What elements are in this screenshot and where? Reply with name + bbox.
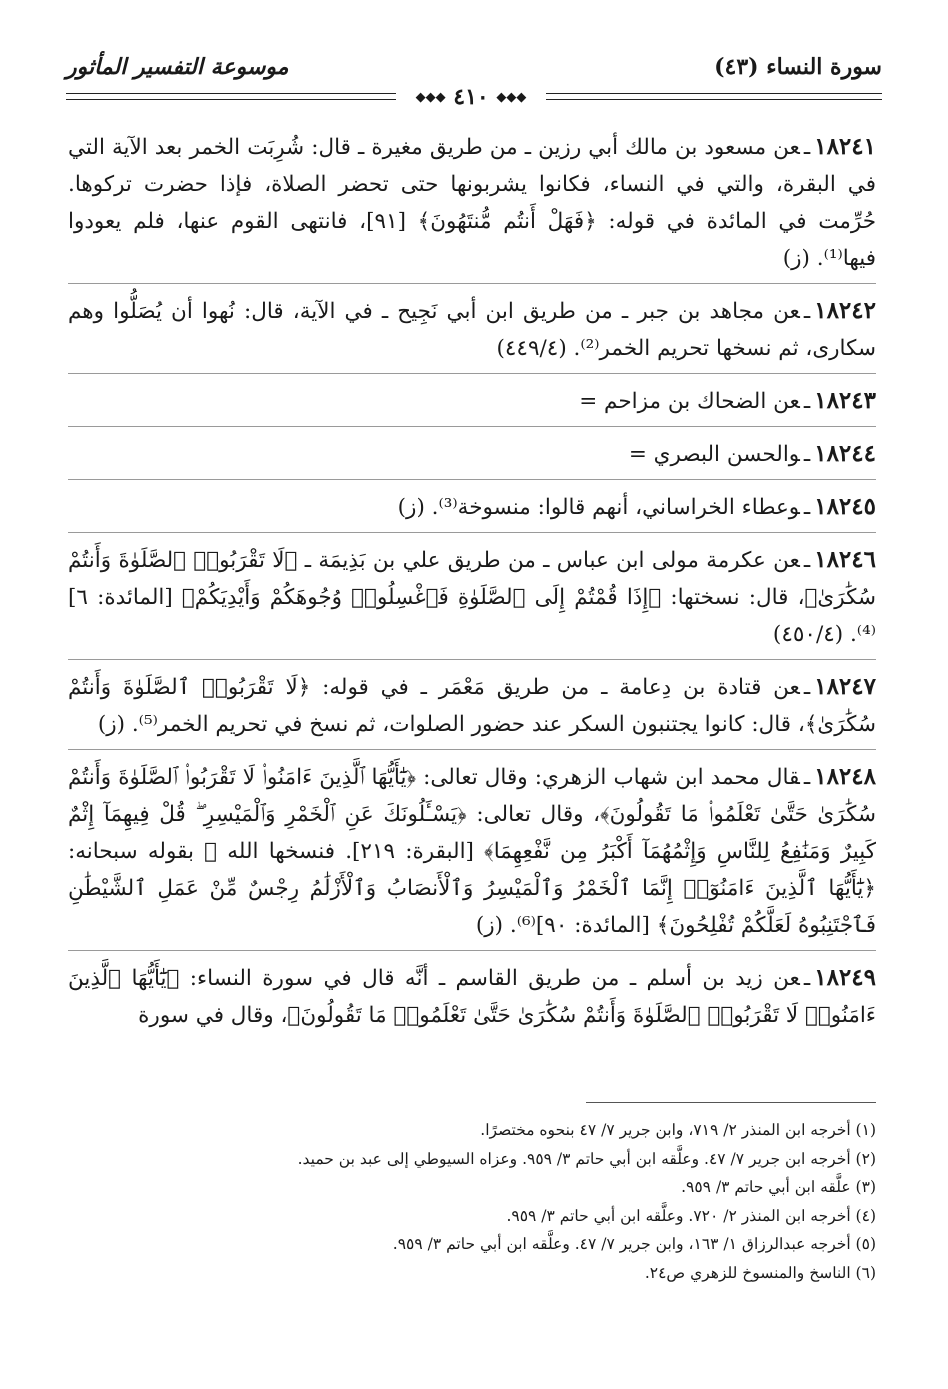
narration-entry bbox=[68, 758, 876, 951]
running-head-book-title: موسوعة التفسير المأثور bbox=[66, 54, 289, 80]
footnote-separator bbox=[586, 1102, 876, 1103]
narration-entry bbox=[68, 488, 876, 533]
entry-text: والحسن البصري = bbox=[628, 442, 800, 467]
narration-entry bbox=[68, 668, 876, 750]
entry-number: ١٨٢٤٥ bbox=[814, 493, 876, 520]
entries-list bbox=[68, 128, 876, 1048]
entry-text: قال محمد ابن شهاب الزهري: وقال تعالى: ﴿يَٰٓأَيُّهَا ٱلَّذِينَ ءَامَنُوا۟ لَا تَقْرَبُوا۟ ٱلصَّلَوٰةَ وَأَنتُمْ سُكَٰرَىٰ حَتَّىٰ تَعْلَمُوا۟ مَا تَقُولُونَ﴾، وقال تعالى: ﴿يَسْـَٔلُونَكَ عَنِ ٱلْخَمْرِ وَٱلْمَيْسِرِ ۖ قُلْ فِيهِمَآ إِثْمٌ كَبِيرٌ وَمَنَٰفِعُ لِلنَّاسِ وَإِثْمُهُمَآ أَكْبَرُ مِن نَّفْعِهِمَا﴾ [البقرة: ٢١٩]. فنسخها الله ﷻ بقوله سبحانه: ﴿يَٰٓأَيُّهَا ٱلَّذِينَ ءَامَنُوٓا۟ إِنَّمَا ٱلْخَمْرُ وَٱلْمَيْسِرُ وَٱلْأَنصَابُ وَٱلْأَزْلَٰمُ رِجْسٌ مِّنْ عَمَلِ ٱلشَّيْطَٰنِ فَٱجْتَنِبُوهُ لَعَلَّكُمْ تُفْلِحُونَ﴾ [المائدة: ٩٠]⁽⁶⁾. (ز) bbox=[68, 765, 876, 938]
narration-entry bbox=[68, 541, 876, 660]
footnote: (١) أخرجه ابن المنذر ٢/ ٧١٩، وابن جرير ٧/ ٤٧ بنحوه مختصرًا. bbox=[480, 1121, 876, 1139]
entry-text: وعطاء الخراساني، أنهم قالوا: منسوخة⁽³⁾. (ز) bbox=[397, 495, 800, 520]
entry-text: عن الضحاك بن مزاحم = bbox=[579, 389, 800, 414]
verse-number: (٤٣) bbox=[714, 54, 759, 80]
footnotes-list bbox=[70, 1116, 876, 1287]
narration-entry bbox=[68, 128, 876, 284]
entry-dash: ـ bbox=[803, 675, 811, 700]
entry-dash: ـ bbox=[803, 548, 811, 573]
running-head-surah bbox=[714, 54, 882, 80]
entry-text: عن عكرمة مولى ابن عباس ـ من طريق علي بن بَذِيمَة ـ ﴿لَا تَقْرَبُوا۟ ٱلصَّلَوٰةَ وَأَنتُمْ سُكَٰرَىٰ﴾، قال: نسختها: ﴿إِذَا قُمْتُمْ إِلَى ٱلصَّلَوٰةِ فَٱغْسِلُوا۟ وُجُوهَكُمْ وَأَيْدِيَكُمْ﴾ [المائدة: ٦]⁽⁴⁾. (٤٥٠/٤) bbox=[68, 548, 876, 647]
ornament-right-icon: ◆◆◆ bbox=[415, 90, 446, 105]
entry-text: عن قتادة بن دِعامة ـ من طريق مَعْمَر ـ في قوله: ﴿لَا تَقْرَبُوا۟ ٱلصَّلَوٰةَ وَأَنتُمْ سُكَٰرَىٰ﴾، قال: كانوا يجتنبون السكر عند حضور الصلوات، ثم نسخ في تحريم الخمر⁽⁵⁾. (ز) bbox=[68, 675, 876, 737]
narration-entry bbox=[68, 382, 876, 427]
narration-entry bbox=[68, 292, 876, 374]
entry-text: عن زيد بن أسلم ـ من طريق القاسم ـ أنَّه قال في سورة النساء: ﴿يَٰٓأَيُّهَا ٱلَّذِينَ ءَامَنُوا۟ لَا تَقْرَبُوا۟ ٱلصَّلَوٰةَ وَأَنتُمْ سُكَٰرَىٰ حَتَّىٰ تَعْلَمُوا۟ مَا تَقُولُونَ﴾، وقال في سورة bbox=[68, 966, 876, 1028]
entry-text: عن مسعود بن مالك أبي رزين ـ من طريق مغيرة ـ قال: شُرِبَت الخمر بعد الآية التي في البقرة، والتي في النساء، فكانوا يشربونها حتى تحضر الصلاة، فإذا حضرت تركوها. حُرِّمت في المائدة في قوله: ﴿فَهَلْ أَنتُم مُّنتَهُونَ﴾ [٩١]، فانتهى القوم عنها، فلم يعودوا فيها⁽¹⁾. (ز) bbox=[68, 135, 876, 271]
page-number-box bbox=[396, 82, 546, 112]
footnote: (٦) الناسخ والمنسوخ للزهري ص٢٤. bbox=[644, 1263, 876, 1282]
narration-entry bbox=[68, 435, 876, 480]
entry-number: ١٨٢٤٢ bbox=[814, 297, 876, 324]
footnote: (٢) أخرجه ابن جرير ٧/ ٤٧. وعلَّقه ابن أبي حاتم ٣/ ٩٥٩. وعزاه السيوطي إلى عبد بن حميد. bbox=[297, 1149, 876, 1168]
entry-dash: ـ bbox=[803, 442, 811, 467]
entry-dash: ـ bbox=[803, 389, 811, 414]
entry-number: ١٨٢٤٦ bbox=[814, 546, 876, 573]
entry-number: ١٨٢٤٧ bbox=[814, 673, 876, 700]
entry-text: عن مجاهد بن جبر ـ من طريق ابن أبي نَجِيح ـ في الآية، قال: نُهوا أن يُصَلُّوا وهم سكارى، ثم نسخها تحريم الخمر⁽²⁾. (٤٤٩/٤) bbox=[68, 299, 876, 361]
entry-number: ١٨٢٤٩ bbox=[814, 964, 876, 991]
entry-dash: ـ bbox=[803, 299, 811, 324]
entry-number: ١٨٢٤٤ bbox=[814, 440, 876, 467]
footnote: (٥) أخرجه عبدالرزاق ١/ ١٦٣، وابن جرير ٧/ ٤٧. وعلَّقه ابن أبي حاتم ٣/ ٩٥٩. bbox=[392, 1235, 876, 1253]
footnote: (٣) علَّقه ابن أبي حاتم ٣/ ٩٥٩. bbox=[681, 1178, 876, 1196]
entry-number: ١٨٢٤٨ bbox=[814, 763, 876, 790]
entry-dash: ـ bbox=[803, 765, 811, 790]
ornament-left-icon: ◆◆◆ bbox=[496, 90, 527, 105]
entry-dash: ـ bbox=[803, 966, 811, 991]
footnote: (٤) أخرجه ابن المنذر ٢/ ٧٢٠. وعلَّقه ابن أبي حاتم ٣/ ٩٥٩. bbox=[506, 1206, 876, 1225]
entry-number: ١٨٢٤٣ bbox=[814, 387, 876, 414]
page-number: ٤١٠ bbox=[453, 84, 489, 110]
entry-number: ١٨٢٤١ bbox=[814, 133, 876, 160]
narration-entry bbox=[68, 959, 876, 1040]
entry-dash: ـ bbox=[803, 135, 811, 160]
surah-name: سورة النساء bbox=[766, 54, 882, 80]
entry-dash: ـ bbox=[803, 495, 811, 520]
